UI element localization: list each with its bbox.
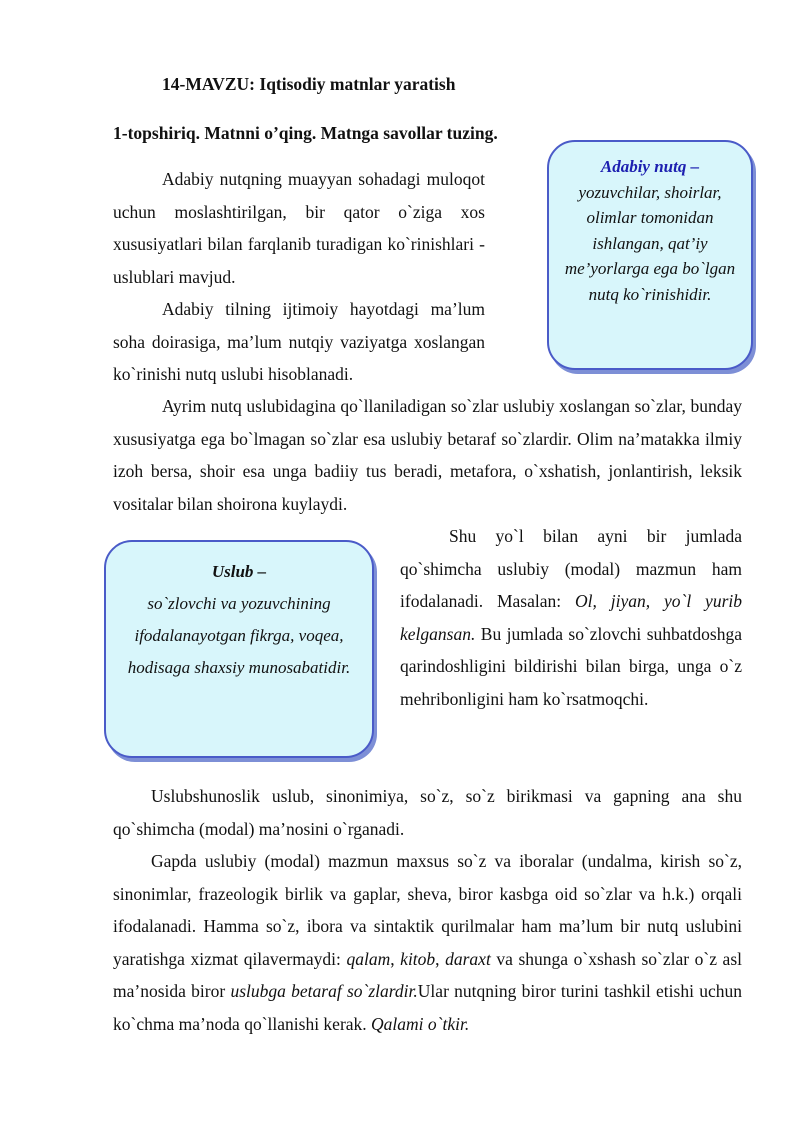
callout-definition: so`zlovchi va yozuvchining ifodalanayotgan fikrga, voqea, hodisaga shaxsiy munosabatidir.	[127, 594, 351, 677]
callout-term: Uslub –	[211, 562, 267, 581]
task-heading: 1-topshiriq. Matnni o’qing. Matnga savollar tuzing.	[113, 123, 498, 143]
callout-adabiy-nutq	[547, 140, 753, 370]
callout-uslub	[104, 540, 374, 758]
text-run: Shu yo`l bilan ayni bir jumlada qo`shimcha uslubiy (modal) mazmun ham ifodalanadi. Masalan:	[400, 526, 742, 611]
paragraph-6	[113, 845, 742, 1040]
text-run: ,	[390, 948, 401, 969]
example-sentence: Ol, jiyan, yo`l yurib kelgansan.	[400, 591, 742, 644]
paragraph-5: Uslubshunoslik uslub, sinonimiya, so`z, so`z birikmasi va gapning ana shu qo`shimcha (modal) ma’nosini o`rganadi.	[113, 786, 742, 839]
emphasis-phrase: uslubga betaraf so`zlardir.	[230, 981, 418, 1001]
text-run: Ular nutqning biror turini tashkil etishi uchun ko`chma ma’noda qo`llanishi kerak.	[113, 981, 742, 1034]
paragraph-3: Ayrim nutq uslubidagina qo`llaniladigan so`zlar uslubiy xoslangan so`zlar, bunday xususiyatga ega bo`lmagan so`zlar esa uslubiy betaraf so`zlardir. Olim na’matakka ilmiy izoh bersa, shoir esa unga badiiy tus beradi, metafora, o`xshatish, jonlantirish, leksik vositalar bilan shoirona kuylaydi.	[113, 396, 742, 514]
example-word: qalam	[346, 948, 391, 969]
callout-definition: yozuvchilar, shoirlar, olimlar tomonidan ishlangan, qat’iy me’yorlarga ega bo`lgan nutq ko`rinishidir.	[564, 182, 736, 304]
paragraph-1: Adabiy nutqning muayyan sohadagi muloqot uchun moslashtirilgan, bir qator o`ziga xos xususiyatlari bilan farqlanib turadigan ko`rinishlari - uslublari mavjud.	[113, 169, 485, 287]
page-title: 14-MAVZU: Iqtisodiy matnlar yaratish	[162, 74, 456, 94]
intro-paragraphs	[113, 163, 485, 391]
example-word: daraxt	[445, 948, 491, 969]
example-phrase: Qalami o`tkir.	[371, 1013, 470, 1034]
text-run: Bu jumlada so`zlovchi suhbatdoshga qarindoshligini bildirishi bilan birga, unga o`z mehribonligini ham ko`rsatmoqchi.	[400, 623, 742, 709]
paragraph-4-block	[400, 520, 742, 715]
paragraph-2: Adabiy tilning ijtimoiy hayotdagi ma’lum soha doirasiga, ma’lum nutqiy vaziyatga xoslangan ko`rinishi nutq uslubi hisoblanadi.	[113, 299, 485, 384]
example-word: kitob	[400, 948, 436, 969]
text-run: va shunga o`xshash so`zlar o`z asl ma’nosida biror	[113, 948, 742, 1001]
callout-term: Adabiy nutq –	[600, 157, 700, 176]
closing-paragraphs	[113, 780, 742, 1040]
paragraph-3-block	[113, 390, 742, 520]
text-run: ,	[435, 948, 446, 969]
paragraph-4	[400, 520, 742, 715]
text-run: Gapda uslubiy (modal) mazmun maxsus so`z va iboralar (undalma, kirish so`z, sinonimlar, frazeologik birlik va gaplar, sheva, biror kasbga oid so`zlar va h.k.) orqali ifodalanadi. Hamma so`z, ibora va sintaktik qurilmalar ham ma’lum bir nutq uslubini yaratishga xizmat qilavermaydi:	[113, 851, 742, 969]
